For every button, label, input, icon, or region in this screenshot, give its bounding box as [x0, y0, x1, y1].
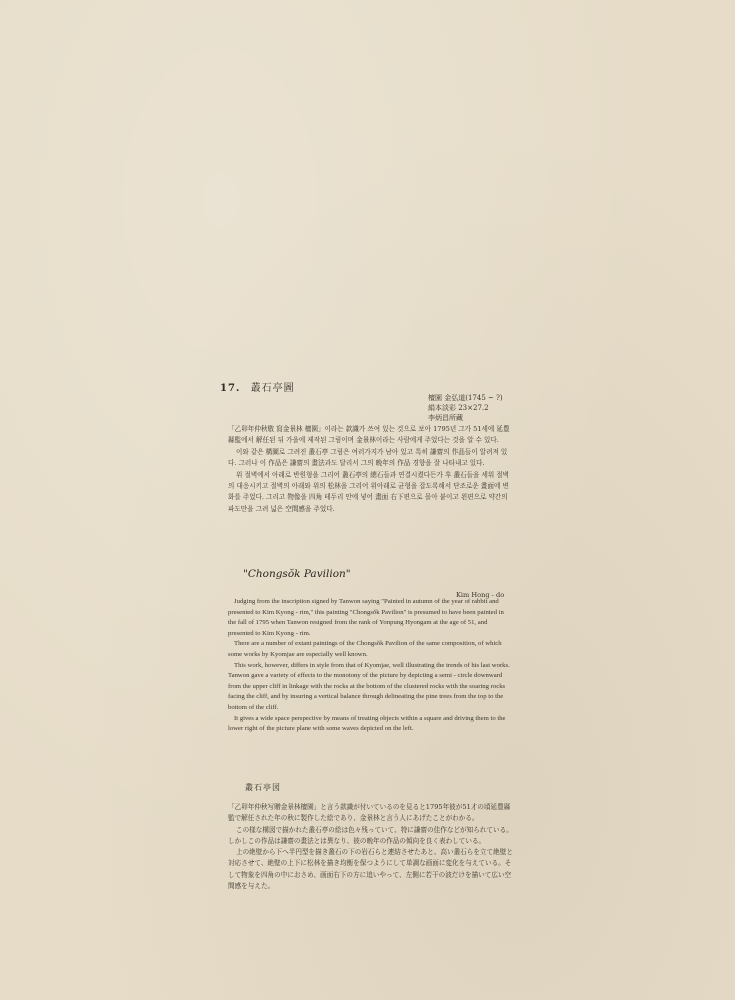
artwork-meta	[428, 393, 503, 423]
meta-medium-size: 絹本淡彩 23×27.2	[428, 404, 489, 412]
japanese-title: 叢石亭図	[245, 783, 281, 792]
japanese-paragraph: この様な構図で描かれた叢石亭の絵は色々残っていて、特に謙齋の佳作などが知られている。しかしこの作品は謙齋の畫法とは異なり、彼の晩年の作品の傾向を良く表わしている。	[228, 825, 513, 845]
japanese-description	[228, 802, 514, 892]
english-paragraph: This work, however, differs in style from that of Kyomjae, well illustrating the trends of his last works. Tanwon gave a variety of effects to the monotony of the picture by depicting a semi - circle downward from the upper cliff in linkage with the rocks at the bottom of the clustered rocks with the soaring rocks facing the cliff, and by insuring a vertical balance through delineating the pine trees from the top to the bottom of the cliff.	[228, 661, 510, 711]
entry-heading	[220, 379, 295, 394]
korean-paragraph: 위 절벽에서 아래로 반원형을 그리어 叢石亭의 總石들과 연결시켰다든가 후 叢石들을 세워 절벽의 대응시키고 절벽의 아래와 위의 松林을 그리어 위아래로 균형을 잡도록해서 단조로운 畫面에 변화를 주었다. 그리고 物像을 四角 테두리 안에 넣어 畫面 右下편으로 몰아 붙이고 왼편으로 약간의 파도만을 그려 넓은 空間感을 주었다.	[228, 470, 510, 513]
entry-title-hanja: 叢石亭圖	[250, 383, 295, 394]
english-paragraph: There are a number of extant paintings of the Chongsŏk Pavilion of the same composition, of which some works by Kyomjae are especially well known.	[228, 640, 502, 658]
english-paragraph: Judging from the inscription signed by Tanwon saying "Painted in autumn of the year of rabbit and presented to Kim Kyong - rim," this painting "Chongsŏk Pavilion" is presumed to have been painted in the fall of 1795 when Tanwon resigned from the rank of Yonpung Hyongam at the age of 51, and presented to Kim Kyong - rim.	[228, 598, 504, 637]
english-paragraph: It gives a wide space perspective by means of treating objects within a square and driving them to the lower right of the picture plane with some waves depicted on the left.	[228, 714, 506, 733]
japanese-paragraph: 「乙卯年仲秋写贈金景林檀園」と言う款識が付いているのを見ると1795年彼が51才の頃延豊縣監で解任された年の秋に製作した絵であり、金景林と言う人にあげたことがわかる。	[228, 803, 511, 823]
korean-paragraph: 「乙卯年仲秋敬 寫金景林 檀園」이라는 款識가 쓰여 있는 것으로 보아 1795년 그가 51세에 延豊縣監에서 解任된 뒤 가을에 제작된 그림이며 金景林이라는 사람에게 주었다는 것을 알 수 있다.	[228, 425, 510, 445]
japanese-paragraph: 上の絶壁から下へ半円型を描き叢石の下の岩石らと連結させたあと、高い叢石らを立て絶壁と対応させて、絶壁の上下に松林を描き均衡を保つようにして単調な画面に変化を与えている。そして物象を四角の中におさめ、画面右下の方に追いやって、左側に若干の波だけを描いて広い空間感を与えた。	[228, 848, 513, 891]
english-artist: Kim Hong - do	[456, 591, 505, 599]
korean-paragraph: 이와 같은 構圖로 그려진 叢石亭 그림은 여러가지가 남아 있고 특히 謙齋의 作品들이 알려져 있다. 그러나 이 作品은 謙齋의 畫法과도 달리서 그의 晩年의 作品 경향을 잘 나타내고 있다.	[228, 447, 508, 468]
entry-number: 17.	[220, 383, 241, 394]
english-description	[228, 597, 512, 735]
meta-collection: 李炳昌所藏	[428, 414, 463, 422]
meta-artist: 檀園 金弘道(1745 ~ ?)	[428, 394, 503, 402]
english-title: "Chongsŏk Pavilion"	[243, 568, 351, 580]
korean-description	[228, 424, 512, 515]
